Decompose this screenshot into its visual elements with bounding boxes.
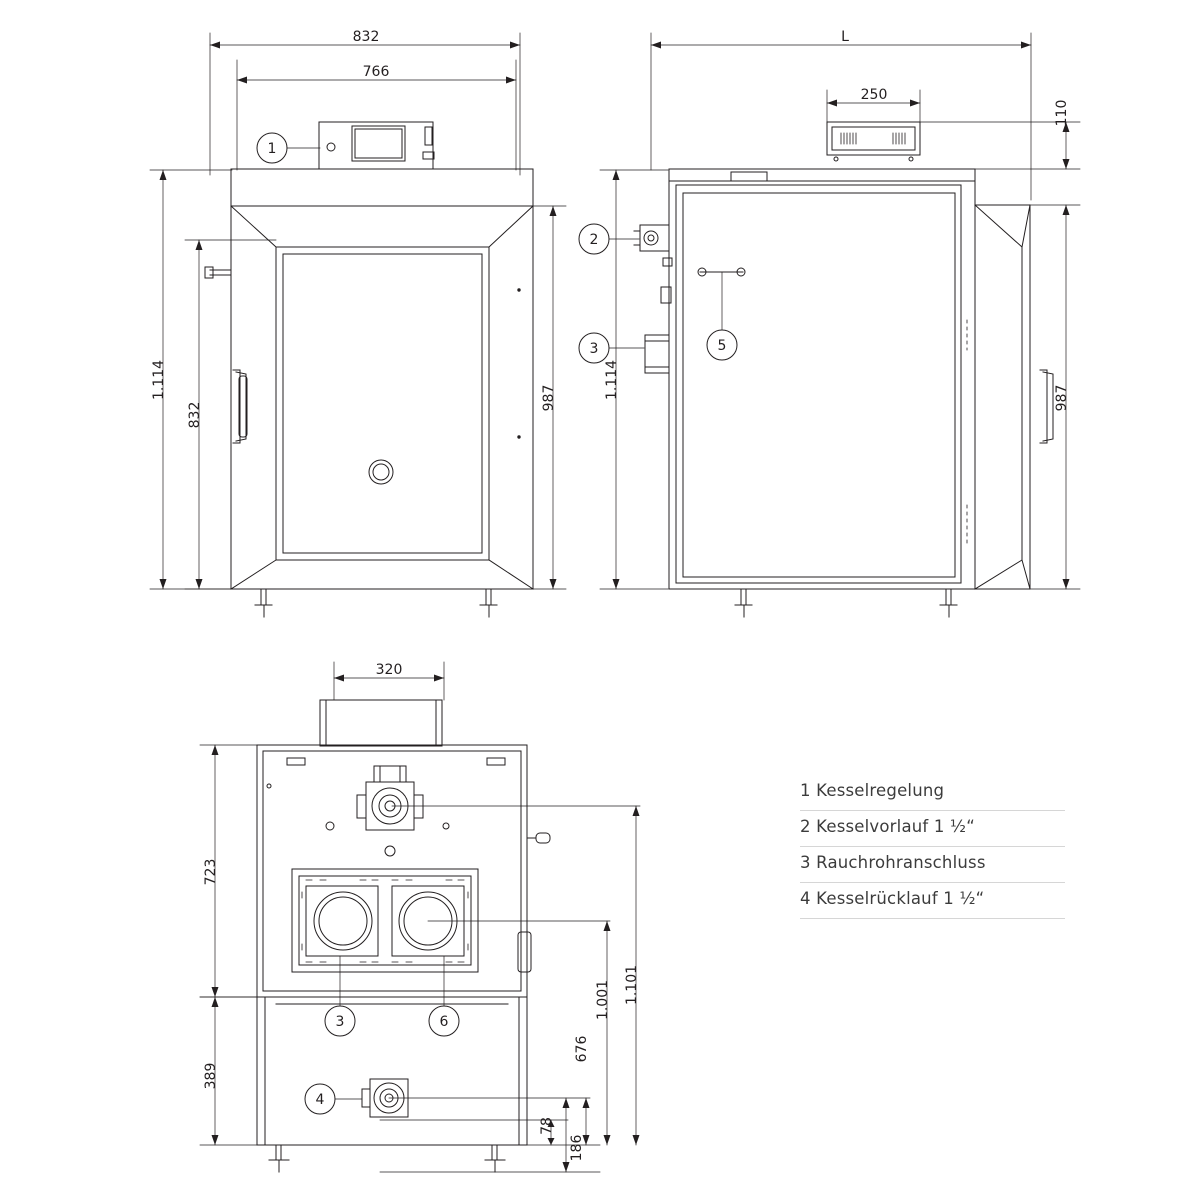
dim-front-height-door: 832 — [187, 401, 203, 429]
balloon-front-1: 1 — [267, 141, 277, 157]
legend — [800, 775, 1065, 919]
legend-item-1: 1 Kesselregelung — [800, 775, 1065, 811]
dim-front-height-total: 1.114 — [151, 359, 167, 401]
dim-rear-height-1001: 1.001 — [595, 979, 611, 1021]
dim-rear-height-lower: 389 — [203, 1062, 219, 1090]
legend-item-2: 2 Kesselvorlauf 1 ½“ — [800, 811, 1065, 847]
dim-rear-height-186: 186 — [569, 1134, 585, 1162]
balloon-rear-4: 4 — [315, 1092, 325, 1108]
dimension-text-layer — [151, 29, 1070, 1161]
dim-rear-height-upper: 723 — [203, 858, 219, 886]
dim-front-width-inner: 766 — [362, 64, 390, 80]
view-rear — [200, 662, 640, 1172]
balloon-side-3: 3 — [589, 341, 599, 357]
dim-rear-height-78: 78 — [539, 1117, 555, 1135]
dim-side-height-total: 1.114 — [604, 359, 620, 401]
legend-item-4: 4 Kesselrücklauf 1 ½“ — [800, 883, 1065, 919]
dim-front-width-outer: 832 — [352, 29, 380, 45]
balloon-rear-3: 3 — [335, 1014, 345, 1030]
view-front — [150, 33, 566, 617]
legend-item-3: 3 Rauchrohranschluss — [800, 847, 1065, 883]
dim-rear-height-1101: 1.101 — [624, 964, 640, 1006]
dim-side-top-box-width: 250 — [860, 87, 888, 103]
dim-rear-top-box-width: 320 — [375, 662, 403, 678]
balloon-side-5: 5 — [717, 338, 727, 354]
balloon-rear-6: 6 — [439, 1014, 449, 1030]
dim-side-top-offset: 110 — [1054, 99, 1070, 127]
dim-side-height-body: 987 — [1054, 384, 1070, 412]
view-side — [579, 33, 1080, 617]
balloon-side-2: 2 — [589, 232, 599, 248]
dim-rear-height-676: 676 — [574, 1035, 590, 1063]
dim-front-height-body: 987 — [541, 384, 557, 412]
dim-side-length: L — [841, 29, 849, 45]
balloon-text-layer — [268, 141, 727, 1108]
